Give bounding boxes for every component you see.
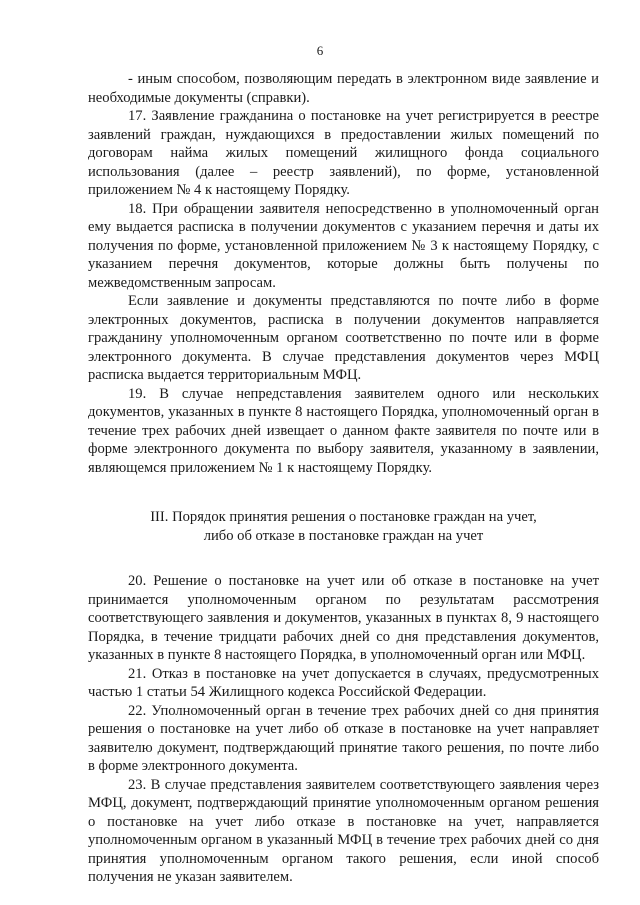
section-heading-3	[88, 508, 599, 546]
paragraph-22: 22. Уполномоченный орган в течение трех рабочих дней со дня принятия решения о постановке на учет либо об отказе в постановке на учет направляет заявителю документ, подтверждающий принятие такого решения, по почте либо в форме электронного документа.	[88, 702, 599, 774]
paragraph-other-method: - иным способом, позволяющим передать в электронном виде заявление и необходимые документы (справки).	[88, 71, 599, 106]
section-heading-line-1: III. Порядок принятия решения о постановке граждан на учет,	[150, 509, 537, 525]
section-heading-line-2: либо об отказе в постановке граждан на учет	[203, 528, 484, 544]
paragraph-18: 18. При обращении заявителя непосредственно в уполномоченный орган ему выдается расписка в получении документов с указанием перечня и даты их получения по форме, установленной приложением № 3 к настоящему Порядку, с указанием перечня документов, которые должны быть получены по межведомственным запросам.	[88, 200, 599, 291]
paragraph-20: 20. Решение о постановке на учет или об отказе в постановке на учет принимается уполномоченным органом по результатам рассмотрения соответствующего заявления и документов, указанных в пунктах 8, 9 настоящего Порядка, в течение тридцати рабочих дней со дня представления документов, указанных в пункте 8 настоящего Порядка, в уполномоченный орган или МФЦ.	[88, 573, 599, 663]
paragraph-21: 21. Отказ в постановке на учет допускается в случаях, предусмотренных частью 1 статьи 54 Жилищного кодекса Российской Федерации.	[88, 665, 599, 700]
paragraph-18-continued: Если заявление и документы представляются по почте либо в форме электронных документов, расписка в получении документов направляется гражданину уполномоченным органом соответственно по почте или в форме электронного документа. В случае представления документов через МФЦ расписка выдается территориальным МФЦ.	[88, 293, 599, 383]
page-number: 6	[316, 43, 324, 58]
paragraph-17: 17. Заявление гражданина о постановке на учет регистрируется в реестре заявлений граждан, нуждающихся в предоставлении жилых помещений по договорам найма жилых помещений жилищного фонда социального использования (далее – реестр заявлений), по форме, установленной приложением № 4 к настоящему Порядку.	[88, 108, 599, 198]
paragraph-23: 23. В случае представления заявителем соответствующего заявления через МФЦ, документ, подтверждающий принятие уполномоченным органом решения о постановке на учет либо отказе в постановке на учет, направляется уполномоченным органом в указанный МФЦ в течение трех рабочих дней со дня принятия уполномоченным органом такого решения, если иной способ получения не указан заявителем.	[88, 776, 599, 885]
document-body	[88, 70, 599, 887]
paragraph-19: 19. В случае непредставления заявителем одного или нескольких документов, указанных в пункте 8 настоящего Порядка, уполномоченный орган в течение трех рабочих дней извещает о данном факте заявителя по почте или в форме электронного документа по выбору заявителя, указанному в заявлении, являющемся приложением № 1 к настоящему Порядку.	[88, 385, 599, 476]
